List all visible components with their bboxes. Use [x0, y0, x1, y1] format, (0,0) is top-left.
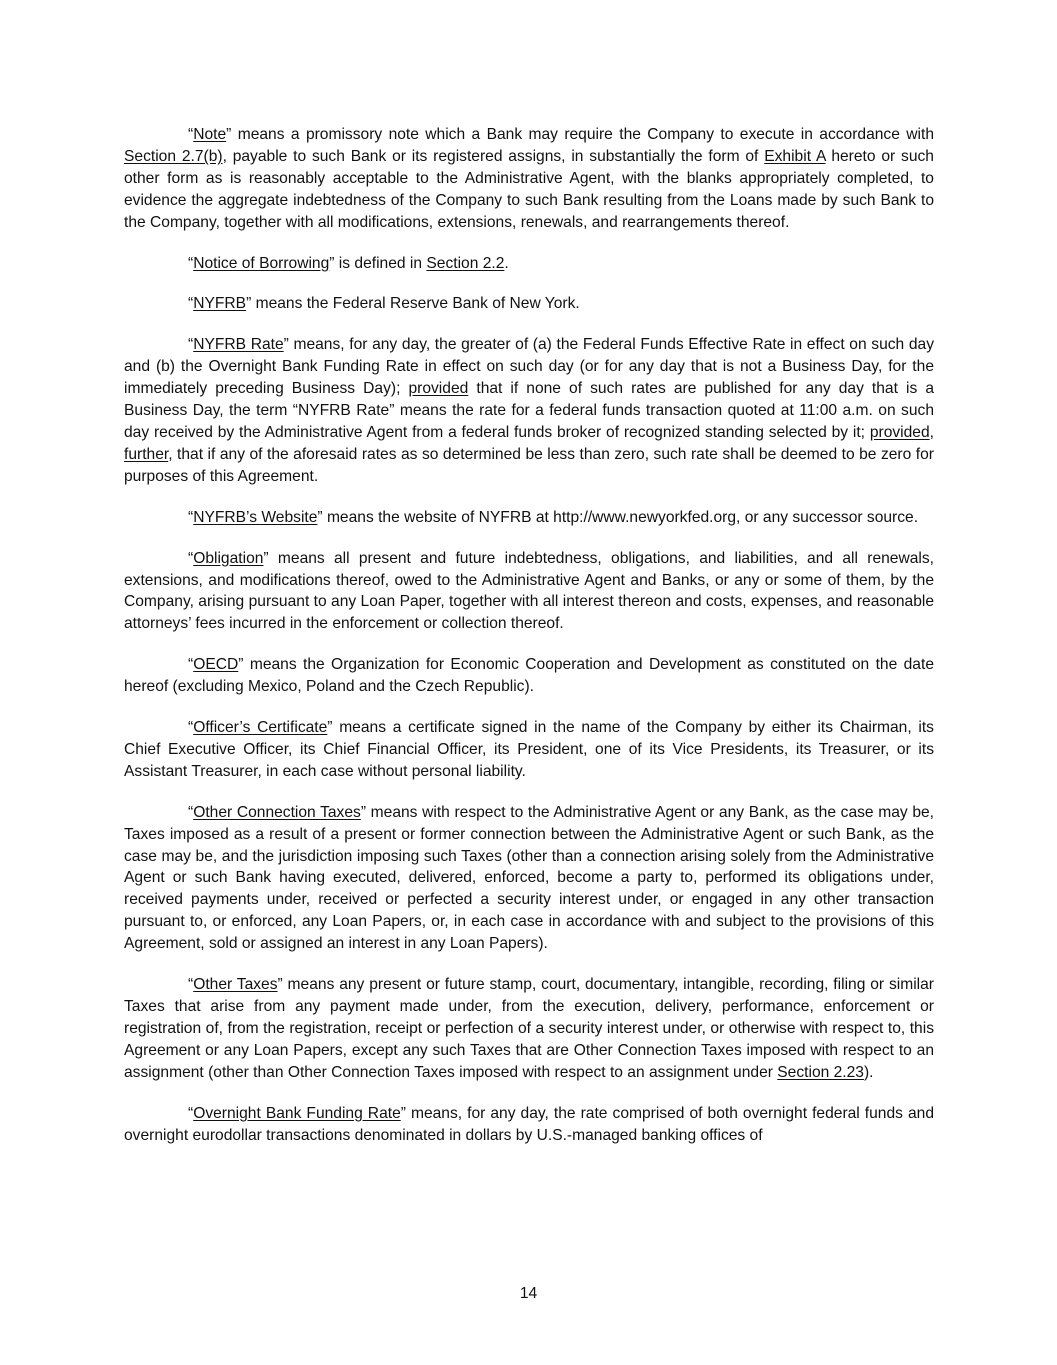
defined-term: Other Connection Taxes: [193, 803, 361, 821]
proviso-term: further: [124, 445, 169, 463]
page-number: 14: [519, 1285, 538, 1302]
cross-reference: Section 2.2: [426, 254, 505, 272]
cross-reference: Section 2.23: [777, 1063, 864, 1081]
proviso-term: provided: [869, 423, 930, 441]
definition-paragraph: “NYFRB’s Website” means the website of NYFRB at http://www.newyorkfed.org, or any successor source.: [188, 508, 919, 526]
definition-paragraph: “Notice of Borrowing” is defined in Section 2.2.: [188, 254, 509, 272]
defined-term: Overnight Bank Funding Rate: [193, 1104, 401, 1122]
proviso-term: provided: [408, 380, 469, 398]
definition-paragraph: “Other Connection Taxes” means with respect to the Administrative Agent or any Bank, as the case may be, Taxes imposed as a result of a present or former connection between the Administrative Agent or such Bank, as the case may be, and the jurisdiction imposing such Taxes (other than a connection arising solely from the Administrative Agent or such Bank having executed, delivered, enforced, become a party to, performed its obligations under, received payments under, received or perfected a security interest under, or engaged in any other transaction pursuant to, or enforced, any Loan Papers, or, in each case in accordance with and subject to the provisions of this Agreement, sold or assigned an interest in any Loan Papers).: [124, 803, 934, 953]
cross-reference: Exhibit A: [764, 147, 826, 165]
definition-paragraph: “NYFRB” means the Federal Reserve Bank of New York.: [188, 295, 580, 313]
defined-term: NYFRB Rate: [193, 336, 284, 354]
definition-paragraph: “Officer’s Certificate” means a certificate signed in the name of the Company by either its Chairman, its Chief Executive Officer, its Chief Financial Officer, its President, one of its Vice Presidents, its Treasurer, or its Assistant Treasurer, in each case without personal liability.: [124, 719, 934, 780]
document-page: [124, 124, 934, 1165]
defined-term: NYFRB’s Website: [193, 508, 318, 526]
definition-paragraph: “NYFRB Rate” means, for any day, the greater of (a) the Federal Funds Effective Rate in effect on such day and (b) the Overnight Bank Funding Rate in effect on such day (or for any day that is not a Business Day, for the immediately preceding Business Day); provided that if none of such rates are published for any day that is a Business Day, the term “NYFRB Rate” means the rate for a federal funds transaction quoted at 11:00 a.m. on such day received by the Administrative Agent from a federal funds broker of recognized standing selected by it; provided, further, that if any of the aforesaid rates as so determined be less than zero, such rate shall be deemed to be zero for purposes of this Agreement.: [124, 336, 935, 485]
defined-term: Notice of Borrowing: [193, 254, 330, 272]
definition-paragraph: “Overnight Bank Funding Rate” means, for any day, the rate comprised of both overnight federal funds and overnight eurodollar transactions denominated in dollars by U.S.-managed banking offices of: [124, 1104, 934, 1144]
defined-term: Obligation: [193, 549, 264, 567]
defined-term: Other Taxes: [193, 976, 278, 994]
defined-term: OECD: [193, 656, 239, 674]
definition-paragraph: “Other Taxes” means any present or future stamp, court, documentary, intangible, recording, filing or similar Taxes that arise from any payment made under, from the execution, delivery, performance, enforcement or registration of, from the registration, receipt or perfection of a security interest under, or otherwise with respect to, this Agreement or any Loan Papers, except any such Taxes that are Other Connection Taxes imposed with respect to an assignment (other than Other Connection Taxes imposed with respect to an assignment under Section 2.23).: [124, 976, 934, 1081]
definition-paragraph: “OECD” means the Organization for Economic Cooperation and Development as constituted on the date hereof (excluding Mexico, Poland and the Czech Republic).: [124, 656, 934, 696]
defined-term: Officer’s Certificate: [193, 719, 328, 737]
defined-term: Note: [193, 126, 227, 143]
defined-term: NYFRB: [193, 295, 247, 313]
definition-paragraph: “Obligation” means all present and future indebtedness, obligations, and liabilities, and all renewals, extensions, and modifications thereof, owed to the Administrative Agent and Banks, or any or some of them, by the Company, arising pursuant to any Loan Paper, together with all interest thereon and costs, expenses, and reasonable attorneys’ fees incurred in the enforcement or collection thereof.: [124, 549, 934, 633]
definition-paragraph: “Note” means a promissory note which a Bank may require the Company to execute in accordance with Section 2.7(b), payable to such Bank or its registered assigns, in substantially the form of Exhibit A hereto or such other form as is reasonably acceptable to the Administrative Agent, with the blanks appropriately completed, to evidence the aggregate indebtedness of the Company to such Bank resulting from the Loans made by such Bank to the Company, together with all modifications, extensions, renewals, and rearrangements thereof.: [124, 126, 934, 231]
cross-reference: Section 2.7(b): [124, 147, 223, 165]
